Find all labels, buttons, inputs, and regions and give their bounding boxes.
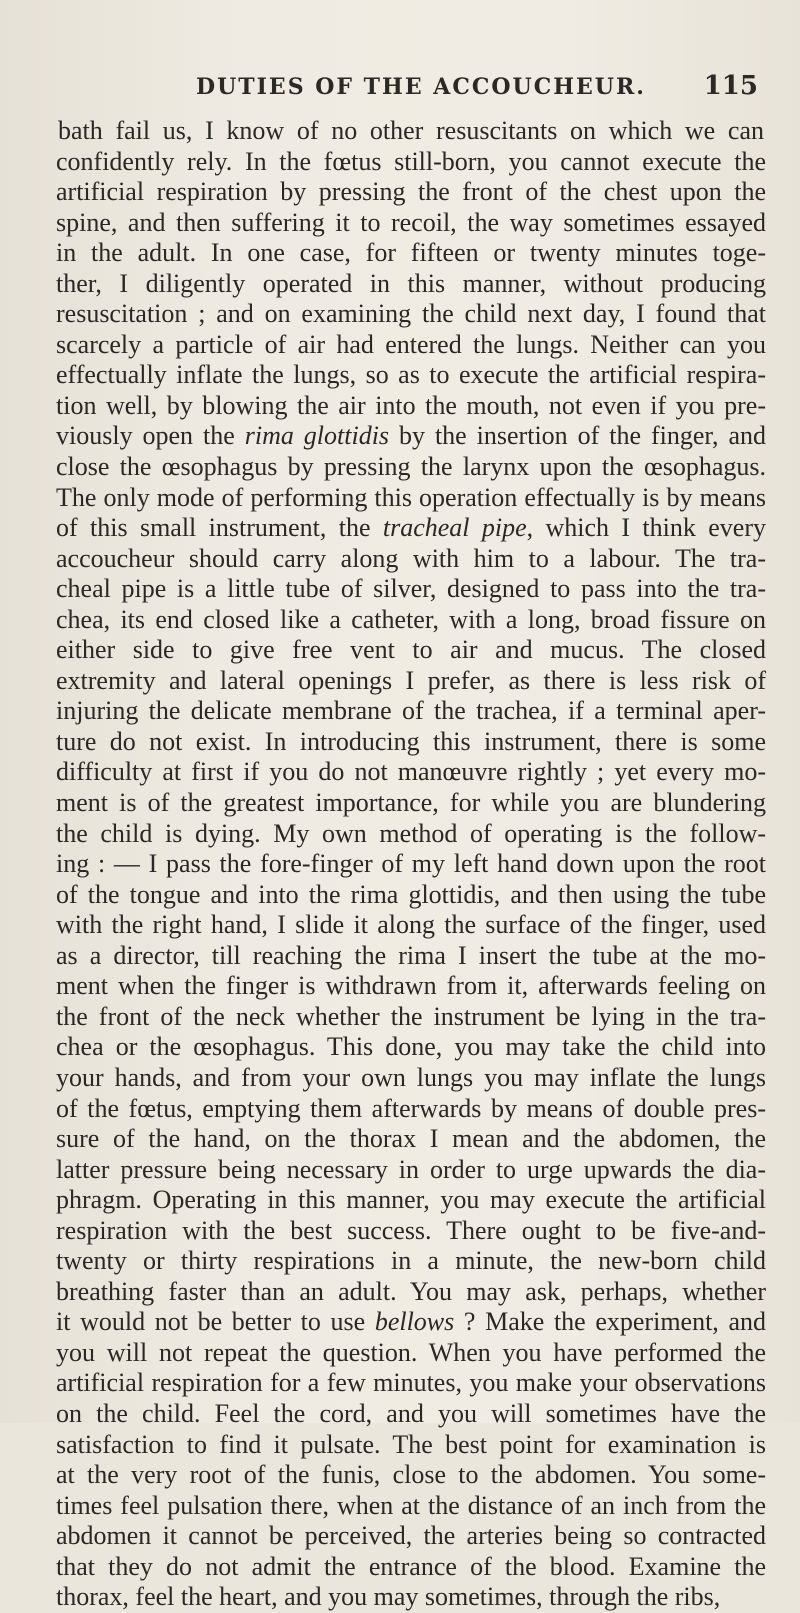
text-line: with the right hand, I slide it along the surface of the finger, used: [56, 910, 766, 940]
text-line: resuscitation ; and on examining the child next day, I found that: [56, 299, 766, 329]
text-line: effectually inflate the lungs, so as to execute the artificial respira-: [56, 360, 766, 390]
text-line: ment when the finger is withdrawn from it, afterwards feeling on: [56, 971, 766, 1001]
page-number: 115: [703, 71, 758, 101]
body-text: [0, 116, 800, 1613]
text-line: ture do not exist. In introducing this instrument, there is some: [56, 726, 766, 756]
text-line: close the œsophagus by pressing the larynx upon the œsophagus.: [56, 452, 766, 482]
text-line: you will not repeat the question. When you have performed the: [56, 1337, 766, 1367]
text-line: as a director, till reaching the rima I insert the tube at the mo-: [56, 940, 766, 970]
text-line: that they do not admit the entrance of the blood. Examine the: [56, 1551, 766, 1581]
text-line: breathing faster than an adult. You may ask, perhaps, whether: [56, 1276, 766, 1306]
text-line: accoucheur should carry along with him to a labour. The tra-: [56, 543, 766, 573]
text-line: the child is dying. My own method of operating is the follow-: [56, 818, 766, 848]
text-line: chea, its end closed like a catheter, with a long, broad fissure on: [56, 604, 766, 634]
text-line: your hands, and from your own lungs you may inflate the lungs: [56, 1062, 766, 1092]
text-line: bath fail us, I know of no other resuscitants on which we can: [58, 116, 764, 145]
running-title: DUTIES OF THE ACCOUCHEUR.: [196, 74, 646, 100]
text-line: abdomen it cannot be perceived, the arteries being so contracted: [56, 1521, 766, 1551]
text-line: on the child. Feel the cord, and you will sometimes have the: [56, 1398, 766, 1428]
text-line: the front of the neck whether the instrument be lying in the tra-: [56, 1001, 766, 1031]
italic-term: bellows: [374, 1307, 455, 1337]
text-line: cheal pipe is a little tube of silver, designed to pass into the tra-: [56, 574, 766, 604]
text-line: sure of the hand, on the thorax I mean and the abdomen, the: [56, 1124, 766, 1154]
text-line: latter pressure being necessary in order to urge upwards the dia-: [56, 1154, 766, 1184]
text-line: injuring the delicate membrane of the trachea, if a terminal aper-: [56, 696, 766, 726]
text-line: confidently rely. In the fœtus still-born, you cannot execute the: [56, 146, 766, 176]
text-line: spine, and then suffering it to recoil, the way sometimes essayed: [56, 207, 766, 237]
text-line: tion well, by blowing the air into the mouth, not even if you pre-: [56, 390, 766, 420]
text-line: ment is of the greatest importance, for while you are blundering: [56, 788, 766, 818]
text-line: extremity and lateral openings I prefer, as there is less risk of: [56, 665, 766, 695]
running-head: [60, 66, 770, 106]
italic-term: rima glottidis: [244, 421, 390, 451]
text-line: artificial respiration by pressing the front of the chest upon the: [56, 177, 766, 207]
text-line: satisfaction to find it pulsate. The best point for examination is: [56, 1429, 766, 1459]
text-line: thorax, feel the heart, and you may sometimes, through the ribs,: [56, 1582, 721, 1612]
italic-term: tracheal pipe: [382, 513, 527, 543]
text-line: of the fœtus, emptying them afterwards by means of double pres-: [56, 1093, 766, 1123]
text-line: of the tongue and into the rima glottidis, and then using the tube: [56, 879, 766, 909]
text-line: ther, I diligently operated in this manner, without producing: [56, 268, 766, 298]
text-line: scarcely a particle of air had entered the lungs. Neither can you: [56, 329, 766, 359]
text-line: either side to give free vent to air and mucus. The closed: [56, 635, 766, 665]
text-line: at the very root of the funis, close to the abdomen. You some-: [56, 1460, 766, 1490]
text-line: phragm. Operating in this manner, you may execute the artificial: [56, 1185, 766, 1215]
text-line: viously open the rima glottidis by the insertion of the finger, and: [56, 421, 766, 451]
text-line: The only mode of performing this operation effectually is by means: [56, 482, 766, 512]
text-line: of this small instrument, the tracheal pipe, which I think every: [56, 513, 766, 543]
text-line: ing : — I pass the fore-finger of my left hand down upon the root: [56, 849, 766, 879]
text-line: chea or the œsophagus. This done, you may take the child into: [56, 1032, 766, 1062]
text-line: twenty or thirty respirations in a minute, the new-born child: [56, 1246, 766, 1276]
text-line: difficulty at first if you do not manœuvre rightly ; yet every mo-: [56, 757, 766, 787]
text-line: it would not be better to use bellows ? Make the experiment, and: [56, 1307, 766, 1337]
text-line: artificial respiration for a few minutes, you make your observations: [56, 1368, 766, 1398]
text-line: respiration with the best success. There ought to be five-and-: [56, 1215, 766, 1245]
text-line: in the adult. In one case, for fifteen or twenty minutes toge-: [56, 238, 766, 268]
text-line: times feel pulsation there, when at the distance of an inch from the: [56, 1490, 766, 1520]
